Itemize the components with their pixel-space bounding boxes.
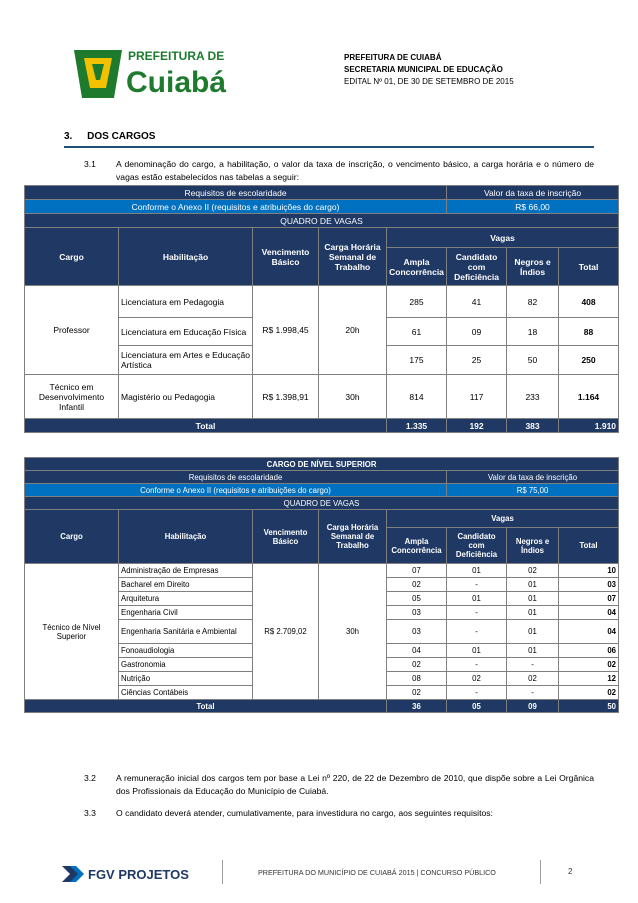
vacancy-table-nivel-superior <box>24 457 619 713</box>
habilitacao-cell: Licenciatura em Artes e Educação Artística <box>119 346 253 375</box>
deficiencia-cell: 01 <box>447 592 507 606</box>
header-line-3: EDITAL Nº 01, DE 30 DE SETEMBRO DE 2015 <box>344 77 514 86</box>
fee-label: Valor da taxa de inscrição <box>447 471 619 484</box>
total-negros: 383 <box>507 419 559 433</box>
col-habilitacao: Habilitação <box>119 228 253 286</box>
habilitacao-cell: Engenharia Civil <box>119 606 253 620</box>
deficiencia-cell: - <box>447 578 507 592</box>
total-cell: 06 <box>559 644 619 658</box>
svg-text:FGV PROJETOS: FGV PROJETOS <box>88 867 189 882</box>
cargo-cell: Professor <box>25 286 119 375</box>
deficiencia-cell: 01 <box>447 564 507 578</box>
deficiencia-cell: 01 <box>447 644 507 658</box>
ampla-cell: 05 <box>387 592 447 606</box>
negros-cell: 01 <box>507 620 559 644</box>
table-row <box>25 564 619 578</box>
total-cell: 1.164 <box>559 375 619 419</box>
ampla-cell: 175 <box>387 346 447 375</box>
total-cell: 10 <box>559 564 619 578</box>
total-cell: 88 <box>559 318 619 346</box>
habilitacao-cell: Engenharia Sanitária e Ambiental <box>119 620 253 644</box>
total-cell: 02 <box>559 686 619 700</box>
total-row <box>25 700 619 713</box>
total-cell: 250 <box>559 346 619 375</box>
header-line-2: SECRETARIA MUNICIPAL DE EDUCAÇÃO <box>344 65 503 74</box>
section-title-text: DOS CARGOS <box>87 131 156 142</box>
habilitacao-cell: Licenciatura em Educação Física <box>119 318 253 346</box>
ampla-cell: 03 <box>387 606 447 620</box>
negros-cell: - <box>507 686 559 700</box>
ampla-cell: 08 <box>387 672 447 686</box>
total-total: 1.910 <box>559 419 619 433</box>
col-total: Total <box>559 248 619 286</box>
negros-cell: 01 <box>507 592 559 606</box>
carga-cell: 30h <box>319 375 387 419</box>
quadro-title: QUADRO DE VAGAS <box>25 214 619 228</box>
prefeitura-logo <box>70 36 260 106</box>
habilitacao-cell: Licenciatura em Pedagogia <box>119 286 253 318</box>
negros-cell: 01 <box>507 606 559 620</box>
ampla-cell: 07 <box>387 564 447 578</box>
paragraph-number: 3.2 <box>84 773 96 783</box>
total-cell: 408 <box>559 286 619 318</box>
ampla-cell: 61 <box>387 318 447 346</box>
ampla-cell: 03 <box>387 620 447 644</box>
deficiencia-cell: 02 <box>447 672 507 686</box>
fgv-logo <box>62 862 202 886</box>
col-cargo: Cargo <box>25 228 119 286</box>
negros-cell: - <box>507 658 559 672</box>
cargo-cell: Técnico em Desenvolvimento Infantil <box>25 375 119 419</box>
negros-cell: 50 <box>507 346 559 375</box>
habilitacao-cell: Ciências Contábeis <box>119 686 253 700</box>
habilitacao-cell: Nutrição <box>119 672 253 686</box>
fee-value: R$ 75,00 <box>447 484 619 497</box>
deficiencia-cell: - <box>447 686 507 700</box>
deficiencia-cell: 41 <box>447 286 507 318</box>
total-cell: 04 <box>559 620 619 644</box>
col-ampla: Ampla Concorrência <box>387 248 447 286</box>
total-deficiencia: 192 <box>447 419 507 433</box>
total-cell: 02 <box>559 658 619 672</box>
quadro-title: QUADRO DE VAGAS <box>25 497 619 510</box>
col-deficiencia: Candidato com Deficiência <box>447 528 507 564</box>
svg-text:Cuiabá: Cuiabá <box>126 66 227 99</box>
total-label: Total <box>25 700 387 713</box>
total-cell: 07 <box>559 592 619 606</box>
fee-value: R$ 66,00 <box>447 200 619 214</box>
total-cell: 03 <box>559 578 619 592</box>
negros-cell: 01 <box>507 644 559 658</box>
vacancy-table-professor <box>24 185 619 433</box>
negros-cell: 01 <box>507 578 559 592</box>
habilitacao-cell: Arquitetura <box>119 592 253 606</box>
table-row <box>25 375 619 419</box>
col-habilitacao: Habilitação <box>119 510 253 564</box>
ampla-cell: 02 <box>387 658 447 672</box>
paragraph-text: O candidato deverá atender, cumulativamente, para investidura no cargo, aos seguintes requisitos: <box>116 808 493 818</box>
deficiencia-cell: 25 <box>447 346 507 375</box>
habilitacao-cell: Gastronomia <box>119 658 253 672</box>
habilitacao-cell: Bacharel em Direito <box>119 578 253 592</box>
footer-text: PREFEITURA DO MUNICÍPIO DE CUIABÁ 2015 | CONCURSO PÚBLICO <box>258 868 496 877</box>
col-cargo: Cargo <box>25 510 119 564</box>
cargo-cell: Técnico de Nível Superior <box>25 564 119 700</box>
paragraph-number: 3.1 <box>84 159 96 169</box>
ampla-cell: 04 <box>387 644 447 658</box>
requirements-label: Requisitos de escolaridade <box>25 186 447 200</box>
col-vencimento: Vencimento Básico <box>253 228 319 286</box>
footer-divider <box>540 860 541 884</box>
habilitacao-cell: Magistério ou Pedagogia <box>119 375 253 419</box>
negros-cell: 18 <box>507 318 559 346</box>
table-title: CARGO DE NÍVEL SUPERIOR <box>25 458 619 471</box>
section-number: 3. <box>64 131 73 142</box>
paragraph-3-1 <box>84 158 594 184</box>
ampla-cell: 814 <box>387 375 447 419</box>
negros-cell: 02 <box>507 564 559 578</box>
section-divider <box>64 146 594 148</box>
col-negros: Negros e Índios <box>507 528 559 564</box>
total-cell: 04 <box>559 606 619 620</box>
requirements-label: Requisitos de escolaridade <box>25 471 447 484</box>
fgv-chevron-icon <box>62 862 202 886</box>
deficiencia-cell: 117 <box>447 375 507 419</box>
negros-cell: 82 <box>507 286 559 318</box>
ampla-cell: 02 <box>387 578 447 592</box>
ampla-cell: 02 <box>387 686 447 700</box>
total-deficiencia: 05 <box>447 700 507 713</box>
carga-cell: 30h <box>319 564 387 700</box>
deficiencia-cell: - <box>447 620 507 644</box>
deficiencia-cell: - <box>447 658 507 672</box>
fee-label: Valor da taxa de inscrição <box>447 186 619 200</box>
paragraph-text: A remuneração inicial dos cargos tem por base a Lei nº 220, de 22 de Dezembro de 2010, que dispõe sobre a Lei Orgânica dos Profissionais da Educação do Município de Cuiabá. <box>116 773 594 796</box>
col-vencimento: Vencimento Básico <box>253 510 319 564</box>
deficiencia-cell: 09 <box>447 318 507 346</box>
total-label: Total <box>25 419 387 433</box>
header-line-1: PREFEITURA DE CUIABÁ <box>344 53 442 62</box>
negros-cell: 233 <box>507 375 559 419</box>
prefeitura-emblem-icon <box>70 36 260 106</box>
total-negros: 09 <box>507 700 559 713</box>
total-cell: 12 <box>559 672 619 686</box>
habilitacao-cell: Administração de Empresas <box>119 564 253 578</box>
habilitacao-cell: Fonoaudiologia <box>119 644 253 658</box>
col-deficiencia: Candidato com Deficiência <box>447 248 507 286</box>
col-carga: Carga Horária Semanal de Trabalho <box>319 228 387 286</box>
requirements-value: Conforme o Anexo II (requisitos e atribuições do cargo) <box>25 200 447 214</box>
page-number: 2 <box>568 867 573 876</box>
carga-cell: 20h <box>319 286 387 375</box>
paragraph-3-3 <box>84 807 594 821</box>
vencimento-cell: R$ 1.998,45 <box>253 286 319 375</box>
col-carga: Carga Horária Semanal de Trabalho <box>319 510 387 564</box>
deficiencia-cell: - <box>447 606 507 620</box>
vencimento-cell: R$ 1.398,91 <box>253 375 319 419</box>
paragraph-number: 3.3 <box>84 808 96 818</box>
negros-cell: 02 <box>507 672 559 686</box>
col-vagas: Vagas <box>387 510 619 528</box>
total-ampla: 1.335 <box>387 419 447 433</box>
paragraph-3-2 <box>84 772 594 800</box>
requirements-value: Conforme o Anexo II (requisitos e atribuições do cargo) <box>25 484 447 497</box>
section-title <box>64 131 155 142</box>
vencimento-cell: R$ 2.709,02 <box>253 564 319 700</box>
col-ampla: Ampla Concorrência <box>387 528 447 564</box>
ampla-cell: 285 <box>387 286 447 318</box>
total-row <box>25 419 619 433</box>
paragraph-text: A denominação do cargo, a habilitação, o valor da taxa de inscrição, o vencimento básico, a carga horária e o número de vagas estão estabelecidos nas tabelas a seguir: <box>116 159 594 182</box>
total-ampla: 36 <box>387 700 447 713</box>
table-row <box>25 286 619 318</box>
col-total: Total <box>559 528 619 564</box>
col-vagas: Vagas <box>387 228 619 248</box>
svg-text:PREFEITURA DE: PREFEITURA DE <box>128 49 225 63</box>
header-text <box>344 52 514 88</box>
total-total: 50 <box>559 700 619 713</box>
footer-divider <box>222 860 223 884</box>
col-negros: Negros e Índios <box>507 248 559 286</box>
